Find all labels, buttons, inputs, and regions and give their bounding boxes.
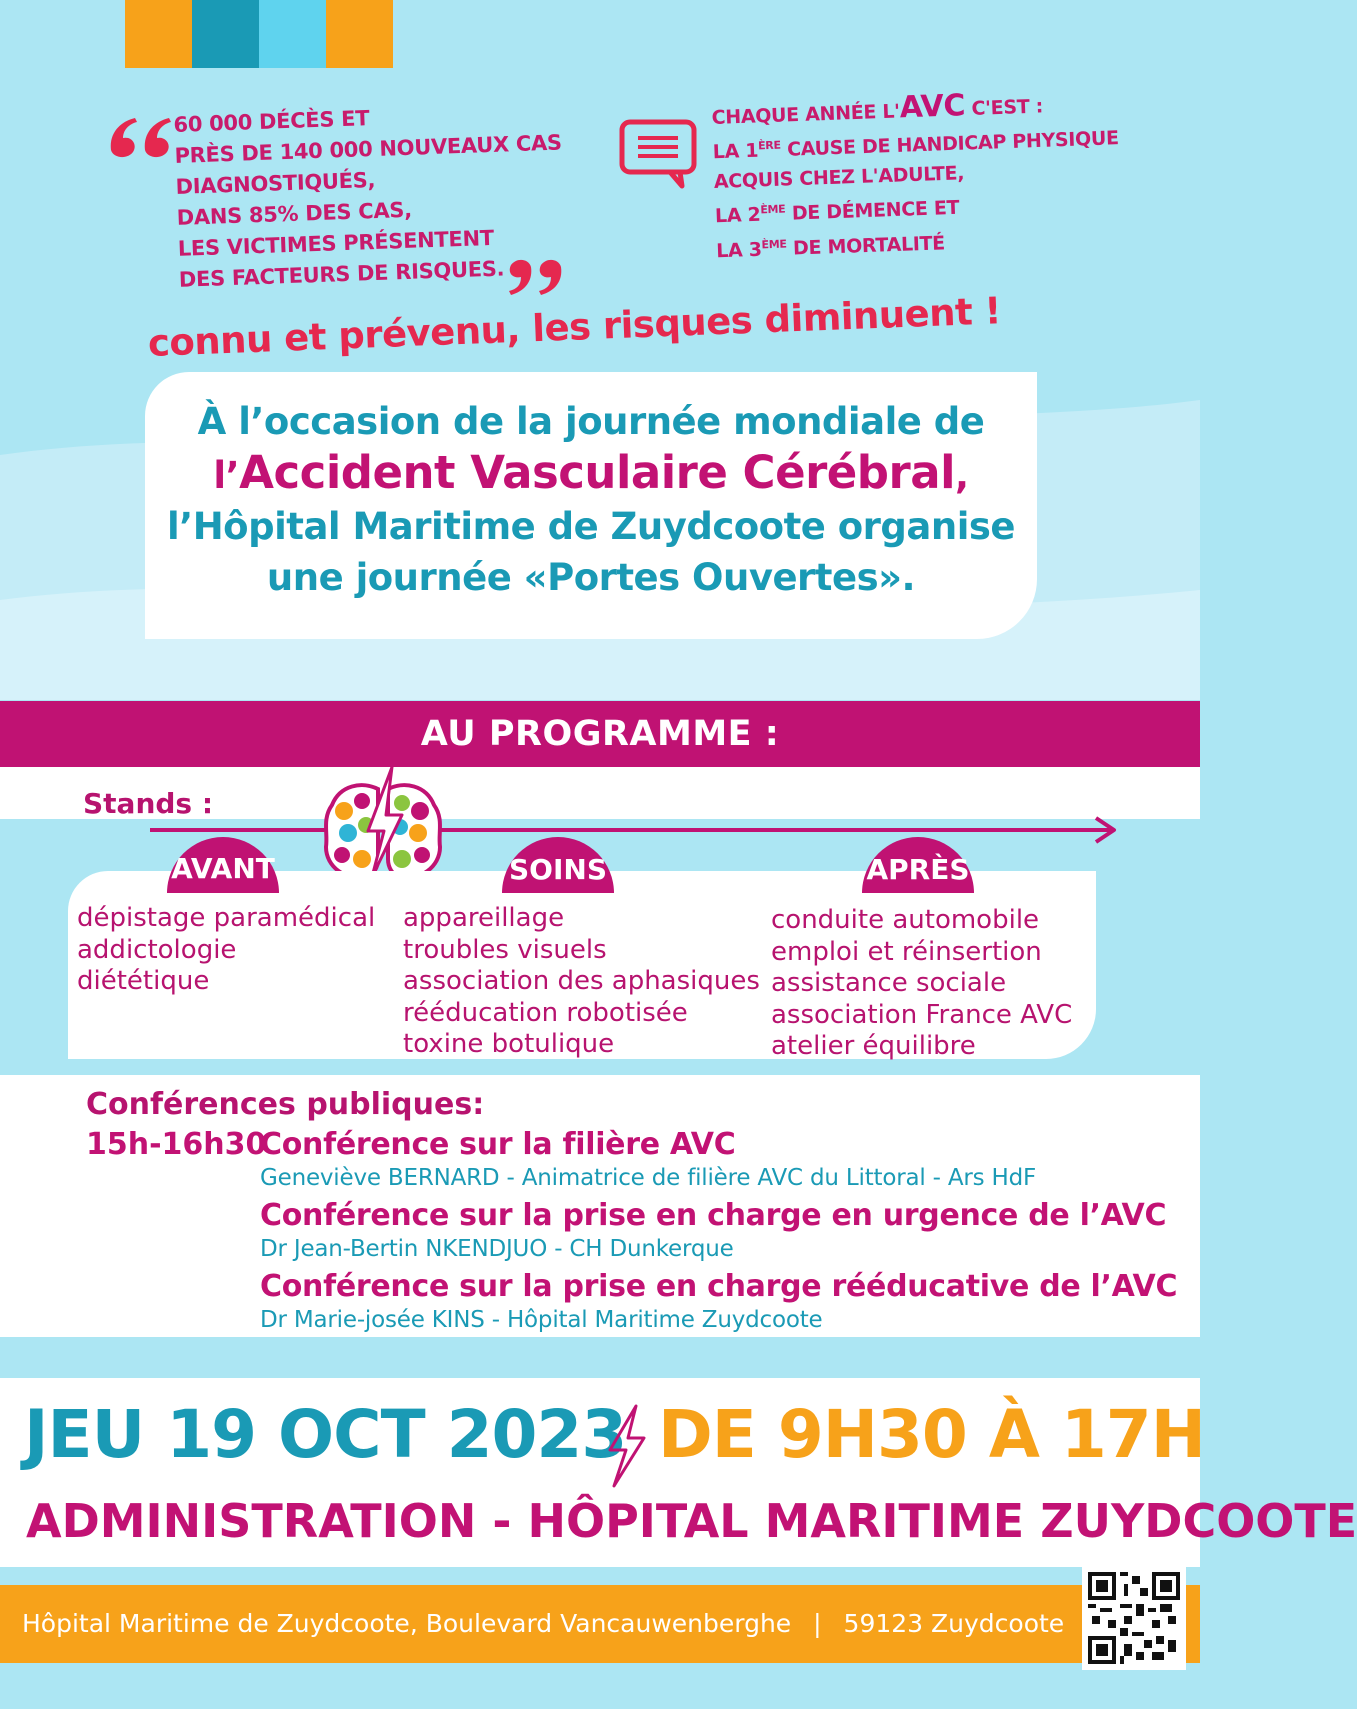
chat-bubble-icon xyxy=(618,118,702,190)
conference-speaker: Geneviève BERNARD - Animatrice de filière AVC du Littoral - Ars HdF xyxy=(260,1165,1037,1191)
stand-list-avant xyxy=(77,903,375,998)
footer-postal: 59123 Zuydcoote xyxy=(843,1609,1065,1638)
stand-item: dépistage paramédical xyxy=(77,903,376,933)
event-panel xyxy=(0,1378,1357,1567)
tagline: connu et prévenu, les risques diminuent ! xyxy=(147,289,1002,365)
color-bar-teal xyxy=(192,0,259,68)
stats-right xyxy=(711,86,1123,266)
stats-left-line: DIAGNOSTIQUÉS, xyxy=(175,167,376,199)
quote-close-icon xyxy=(505,255,567,301)
stand-item: atelier équilibre xyxy=(771,1031,976,1061)
stats-right-sup: ÈME xyxy=(761,237,787,251)
stats-right-text: LA 3 xyxy=(715,238,763,262)
stand-item: association France AVC xyxy=(771,999,1073,1030)
lightning-icon xyxy=(602,1404,650,1488)
stats-right-text: DE MORTALITÉ xyxy=(786,231,946,260)
stand-item: emploi et réinsertion xyxy=(771,936,1042,967)
conference-title: Conférence sur la prise en charge rééducative de l’AVC xyxy=(260,1269,1178,1304)
footer-divider: | xyxy=(813,1609,822,1638)
announcement-avc-title: Accident Vasculaire Cérébral xyxy=(239,446,955,499)
stand-item: addictologie xyxy=(77,934,237,965)
stats-right-text: LA 2 xyxy=(714,204,761,228)
stats-left-line: PRÈS DE 140 000 NOUVEAUX CAS xyxy=(174,130,563,168)
conferences-heading: Conférences publiques: xyxy=(86,1087,485,1122)
stats-right-text: CAUSE DE HANDICAP PHYSIQUE xyxy=(780,127,1120,161)
announcement-line4: une journée «Portes Ouvertes». xyxy=(266,556,916,599)
stand-list-soins xyxy=(403,903,760,1061)
stand-pill-avant: AVANT xyxy=(167,837,279,893)
stand-item: diététique xyxy=(77,966,210,996)
conferences-panel xyxy=(0,1075,1200,1337)
arrow-right-icon xyxy=(150,815,1125,845)
announcement-line3: l’Hôpital Maritime de Zuydcoote organise xyxy=(166,505,1016,548)
color-bar-orange xyxy=(125,0,192,68)
event-date: JEU 19 OCT 2023 xyxy=(24,1396,627,1473)
stand-item: troubles visuels xyxy=(403,934,607,965)
stats-right-avc: AVC xyxy=(899,88,966,126)
stats-right-sup: ÈRE xyxy=(757,138,781,153)
announcement-line1: À l’occasion de la journée mondiale de xyxy=(197,400,985,443)
stats-right-line2: ACQUIS CHEZ L'ADULTE, xyxy=(713,162,965,194)
conference-title: Conférence sur la prise en charge en urgence de l’AVC xyxy=(260,1198,1167,1233)
stand-item: association des aphasiques xyxy=(403,966,760,996)
stand-item: appareillage xyxy=(403,903,565,933)
event-place: ADMINISTRATION - HÔPITAL MARITIME ZUYDCOOTE xyxy=(26,1494,1357,1548)
stand-list-apres xyxy=(771,905,1072,1063)
announcement-box xyxy=(145,372,1037,639)
quote-marks-icon xyxy=(105,112,175,162)
event-hours: DE 9H30 À 17H xyxy=(658,1396,1205,1473)
stats-left-line: LES VICTIMES PRÉSENTENT xyxy=(177,225,495,261)
conference-speaker: Dr Jean-Bertin NKENDJUO - CH Dunkerque xyxy=(260,1236,734,1262)
footer-bar xyxy=(0,1585,1200,1663)
stand-item: conduite automobile xyxy=(771,905,1040,935)
stats-left-line: DES FACTEURS DE RISQUES. xyxy=(178,256,505,292)
program-title: AU PROGRAMME : xyxy=(420,714,780,754)
stats-left-line: 60 000 DÉCÈS ET xyxy=(173,106,370,137)
stats-right-intro-suffix: C'EST : xyxy=(964,95,1044,121)
color-bar-light-blue xyxy=(259,0,326,68)
color-bar-orange-2 xyxy=(326,0,393,68)
announcement-line2-suffix: , xyxy=(955,454,969,497)
stats-right-text: LA 1 xyxy=(712,139,759,164)
stand-pill-apres: APRÈS xyxy=(862,837,974,893)
announcement-line2-prefix: l’ xyxy=(213,454,240,497)
stands-label: Stands : xyxy=(83,787,214,820)
stats-right-sup: ÈME xyxy=(760,202,786,217)
footer-address xyxy=(22,1585,1064,1663)
stand-item: toxine botulique xyxy=(403,1029,615,1059)
footer-address-text: Hôpital Maritime de Zuydcoote, Boulevard Vancauwenberghe xyxy=(22,1609,792,1638)
conference-speaker: Dr Marie-josée KINS - Hôpital Maritime Zuydcoote xyxy=(260,1307,823,1333)
stand-pill-soins: SOINS xyxy=(502,837,614,893)
stats-left-line: DANS 85% DES CAS, xyxy=(176,197,413,230)
stand-item: rééducation robotisée xyxy=(403,997,688,1028)
conferences-time: 15h-16h30 xyxy=(86,1127,267,1162)
program-banner xyxy=(0,701,1200,767)
qr-code-icon[interactable] xyxy=(1082,1566,1186,1670)
stats-right-intro-prefix: CHAQUE ANNÉE L' xyxy=(711,100,901,129)
stand-item: assistance sociale xyxy=(771,968,1007,998)
stats-right-text: DE DÉMENCE ET xyxy=(785,197,960,226)
conference-title: Conférence sur la filière AVC xyxy=(260,1127,736,1162)
announcement-line2 xyxy=(145,447,1037,501)
